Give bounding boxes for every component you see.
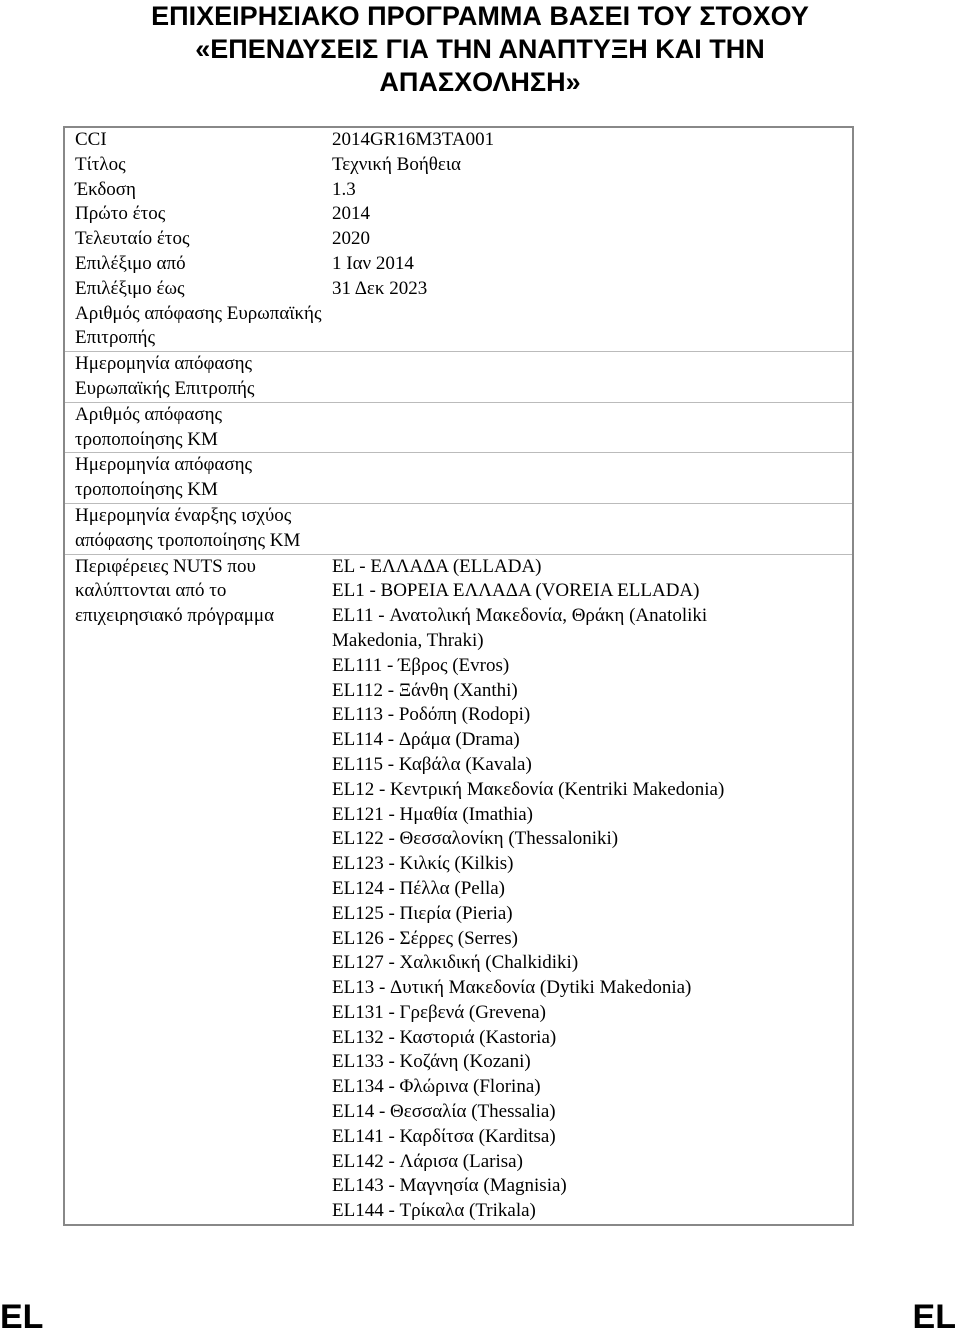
info-row-label: Έκδοση (75, 178, 136, 200)
title-line-1: ΕΠΙΧΕΙΡΗΣΙΑΚΟ ΠΡΟΓΡΑΜΜΑ ΒΑΣΕΙ ΤΟΥ ΣΤΟΧΟΥ (151, 1, 809, 31)
nuts-region-item: EL121 - Ημαθία (Imathia) (332, 803, 534, 825)
nuts-region-item: EL124 - Πέλλα (Pella) (332, 877, 506, 899)
info-row (64, 352, 853, 403)
nuts-regions-list (330, 554, 853, 1225)
info-row (64, 202, 853, 227)
programme-info-rows (64, 127, 853, 554)
info-row-value (330, 402, 853, 453)
info-row-value (330, 503, 853, 554)
nuts-region-item: EL14 - Θεσσαλία (Thessalia) (332, 1101, 556, 1123)
nuts-region-item: EL142 - Λάρισα (Larisa) (332, 1150, 523, 1172)
info-row-value (330, 302, 853, 352)
nuts-region-item: EL125 - Πιερία (Pieria) (332, 902, 513, 924)
nuts-region-item: EL134 - Φλώρινα (Florina) (332, 1076, 541, 1098)
info-row-value (330, 453, 853, 504)
nuts-region-item: EL11 - Ανατολική Μακεδονία, Θράκη (Anatoliki (332, 605, 708, 627)
nuts-region-item: EL13 - Δυτική Μακεδονία (Dytiki Makedonia) (332, 977, 692, 999)
nuts-region-item: EL1 - ΒΟΡΕΙΑ ΕΛΛΑΔΑ (VOREIA ELLADA) (332, 580, 700, 602)
info-row (64, 227, 853, 252)
nuts-region-item: EL127 - Χαλκιδική (Chalkidiki) (332, 952, 579, 974)
nuts-region-item: EL12 - Κεντρική Μακεδονία (Kentriki Makedonia) (332, 778, 725, 800)
info-row-value: Τεχνική Βοήθεια (332, 153, 461, 175)
info-row (64, 277, 853, 302)
info-row (64, 503, 853, 554)
nuts-region-item: EL122 - Θεσσαλονίκη (Thessaloniki) (332, 828, 619, 850)
info-row (64, 127, 853, 153)
info-row-label: Τελευταίο έτος (75, 228, 190, 250)
info-row-value (330, 352, 853, 403)
nuts-region-item: EL - ΕΛΛΑΔΑ (ELLADA) (332, 555, 542, 577)
info-row (64, 453, 853, 504)
info-row (64, 178, 853, 203)
info-row-label: Αριθμός απόφασης Ευρωπαϊκής Επιτροπής (64, 302, 330, 352)
nuts-region-item: EL115 - Καβάλα (Kavala) (332, 753, 532, 775)
info-row-label: Ημερομηνία απόφασης τροποποίησης ΚΜ (64, 453, 330, 504)
info-row-value: 31 Δεκ 2023 (332, 277, 428, 299)
info-row-value: 2014GR16M3TA001 (332, 129, 495, 150)
nuts-row (64, 554, 853, 1225)
nuts-region-item: EL143 - Μαγνησία (Magnisia) (332, 1175, 567, 1197)
info-row (64, 252, 853, 277)
info-row-value: 1 Ιαν 2014 (332, 252, 414, 274)
title-line-2: «ΕΠΕΝΔΥΣΕΙΣ ΓΙΑ ΤΗΝ ΑΝΑΠΤΥΞΗ ΚΑΙ ΤΗΝ (195, 34, 765, 64)
nuts-region-item: EL132 - Καστοριά (Kastoria) (332, 1026, 557, 1048)
info-row-label: Ημερομηνία έναρξης ισχύος απόφασης τροποποίησης ΚΜ (64, 503, 330, 554)
nuts-region-item: EL141 - Καρδίτσα (Karditsa) (332, 1125, 556, 1147)
info-row (64, 153, 853, 178)
footer-language-code-left: EL (0, 1298, 44, 1336)
nuts-region-item: EL123 - Κιλκίς (Kilkis) (332, 853, 514, 875)
info-row-label: Τίτλος (75, 153, 126, 175)
nuts-region-item: EL126 - Σέρρες (Serres) (332, 927, 518, 949)
nuts-region-item: EL113 - Ροδόπη (Rodopi) (332, 704, 531, 726)
info-row-label: Πρώτο έτος (75, 203, 166, 225)
nuts-region-item: EL131 - Γρεβενά (Grevena) (332, 1001, 546, 1023)
info-row-value: 2014 (332, 203, 370, 225)
footer-language-code-right: EL (912, 1298, 956, 1336)
nuts-region-item: EL144 - Τρίκαλα (Trikala) (332, 1200, 536, 1222)
info-row-value: 1.3 (332, 178, 356, 200)
nuts-region-item: EL112 - Ξάνθη (Xanthi) (332, 679, 518, 701)
info-row-label: Ημερομηνία απόφασης Ευρωπαϊκής Επιτροπής (64, 352, 330, 403)
info-row-label: Αριθμός απόφασης τροποποίησης ΚΜ (64, 402, 330, 453)
nuts-region-item: EL111 - Έβρος (Evros) (332, 654, 510, 676)
info-row-label: CCI (75, 129, 107, 150)
nuts-label: Περιφέρειες NUTS που καλύπτονται από το επιχειρησιακό πρόγραμμα (75, 555, 275, 627)
info-row-label: Επιλέξιμο έως (75, 277, 185, 299)
nuts-region-item: EL114 - Δράμα (Drama) (332, 729, 520, 751)
info-row (64, 302, 853, 352)
title-line-3: ΑΠΑΣΧΟΛΗΣΗ» (379, 67, 581, 97)
info-row-value: 2020 (332, 228, 370, 250)
info-row-label: Επιλέξιμο από (75, 252, 186, 274)
programme-info-table (63, 126, 854, 1226)
nuts-region-item: EL133 - Κοζάνη (Kozani) (332, 1051, 531, 1073)
info-row (64, 402, 853, 453)
document-title (0, 0, 960, 99)
nuts-region-item: Makedonia, Thraki) (332, 629, 484, 651)
